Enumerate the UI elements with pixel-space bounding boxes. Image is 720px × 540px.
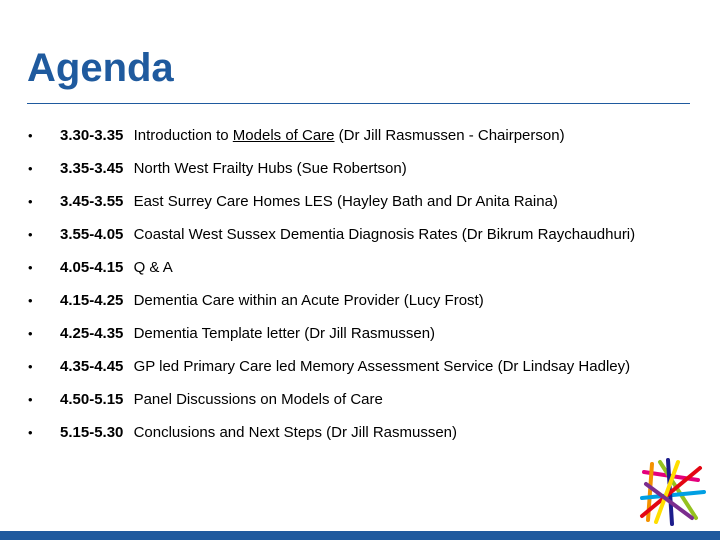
agenda-time: 4.15-4.25 xyxy=(60,292,124,309)
agenda-underlined-text: Models of Care xyxy=(232,127,335,144)
slide-title: Agenda xyxy=(27,46,174,90)
agenda-item xyxy=(28,389,668,410)
agenda-time: 4.25-4.35 xyxy=(60,325,124,342)
bullet-icon: • xyxy=(28,359,33,374)
bullet-icon: • xyxy=(28,227,33,242)
agenda-text: Introduction to xyxy=(133,127,233,144)
agenda-text: GP led Primary Care led Memory Assessment Service (Dr Lindsay Hadley) xyxy=(133,358,631,375)
agenda-item xyxy=(28,323,668,344)
title-divider xyxy=(27,103,690,104)
bullet-icon: • xyxy=(28,392,33,407)
agenda-text: Dementia Template letter (Dr Jill Rasmussen) xyxy=(133,325,436,342)
agenda-item xyxy=(28,224,668,245)
agenda-item xyxy=(28,290,668,311)
agenda-item xyxy=(28,257,668,278)
agenda-text: East Surrey Care Homes LES (Hayley Bath and Dr Anita Raina) xyxy=(133,193,558,210)
agenda-item xyxy=(28,191,668,212)
agenda-text: Conclusions and Next Steps (Dr Jill Rasmussen) xyxy=(133,424,458,441)
agenda-item xyxy=(28,158,668,179)
bullet-icon: • xyxy=(28,260,33,275)
bullet-icon: • xyxy=(28,425,33,440)
agenda-text: (Dr Jill Rasmussen - Chairperson) xyxy=(334,127,565,144)
bullet-icon: • xyxy=(28,128,33,143)
agenda-time: 3.35-3.45 xyxy=(60,160,124,177)
agenda-text: Dementia Care within an Acute Provider (Lucy Frost) xyxy=(133,292,484,309)
agenda-time: 4.35-4.45 xyxy=(60,358,124,375)
bullet-icon: • xyxy=(28,293,33,308)
agenda-text: Coastal West Sussex Dementia Diagnosis Rates (Dr Bikrum Raychaudhuri) xyxy=(133,226,636,243)
agenda-text: North West Frailty Hubs (Sue Robertson) xyxy=(133,160,407,177)
agenda-item xyxy=(28,356,668,377)
bullet-icon: • xyxy=(28,194,33,209)
agenda-time: 5.15-5.30 xyxy=(60,424,124,441)
agenda-time: 4.50-5.15 xyxy=(60,391,124,408)
agenda-item xyxy=(28,125,668,146)
bullet-icon: • xyxy=(28,326,33,341)
agenda-time: 3.55-4.05 xyxy=(60,226,124,243)
agenda-time: 3.45-3.55 xyxy=(60,193,124,210)
footer-bar xyxy=(0,531,720,540)
multicolor-star-logo-icon xyxy=(638,458,710,526)
agenda-time: 4.05-4.15 xyxy=(60,259,124,276)
agenda-text: Panel Discussions on Models of Care xyxy=(133,391,383,408)
bullet-icon: • xyxy=(28,161,33,176)
agenda-item xyxy=(28,422,668,443)
agenda-list xyxy=(28,125,668,443)
agenda-text: Q & A xyxy=(133,259,173,276)
agenda-time: 3.30-3.35 xyxy=(60,127,124,144)
